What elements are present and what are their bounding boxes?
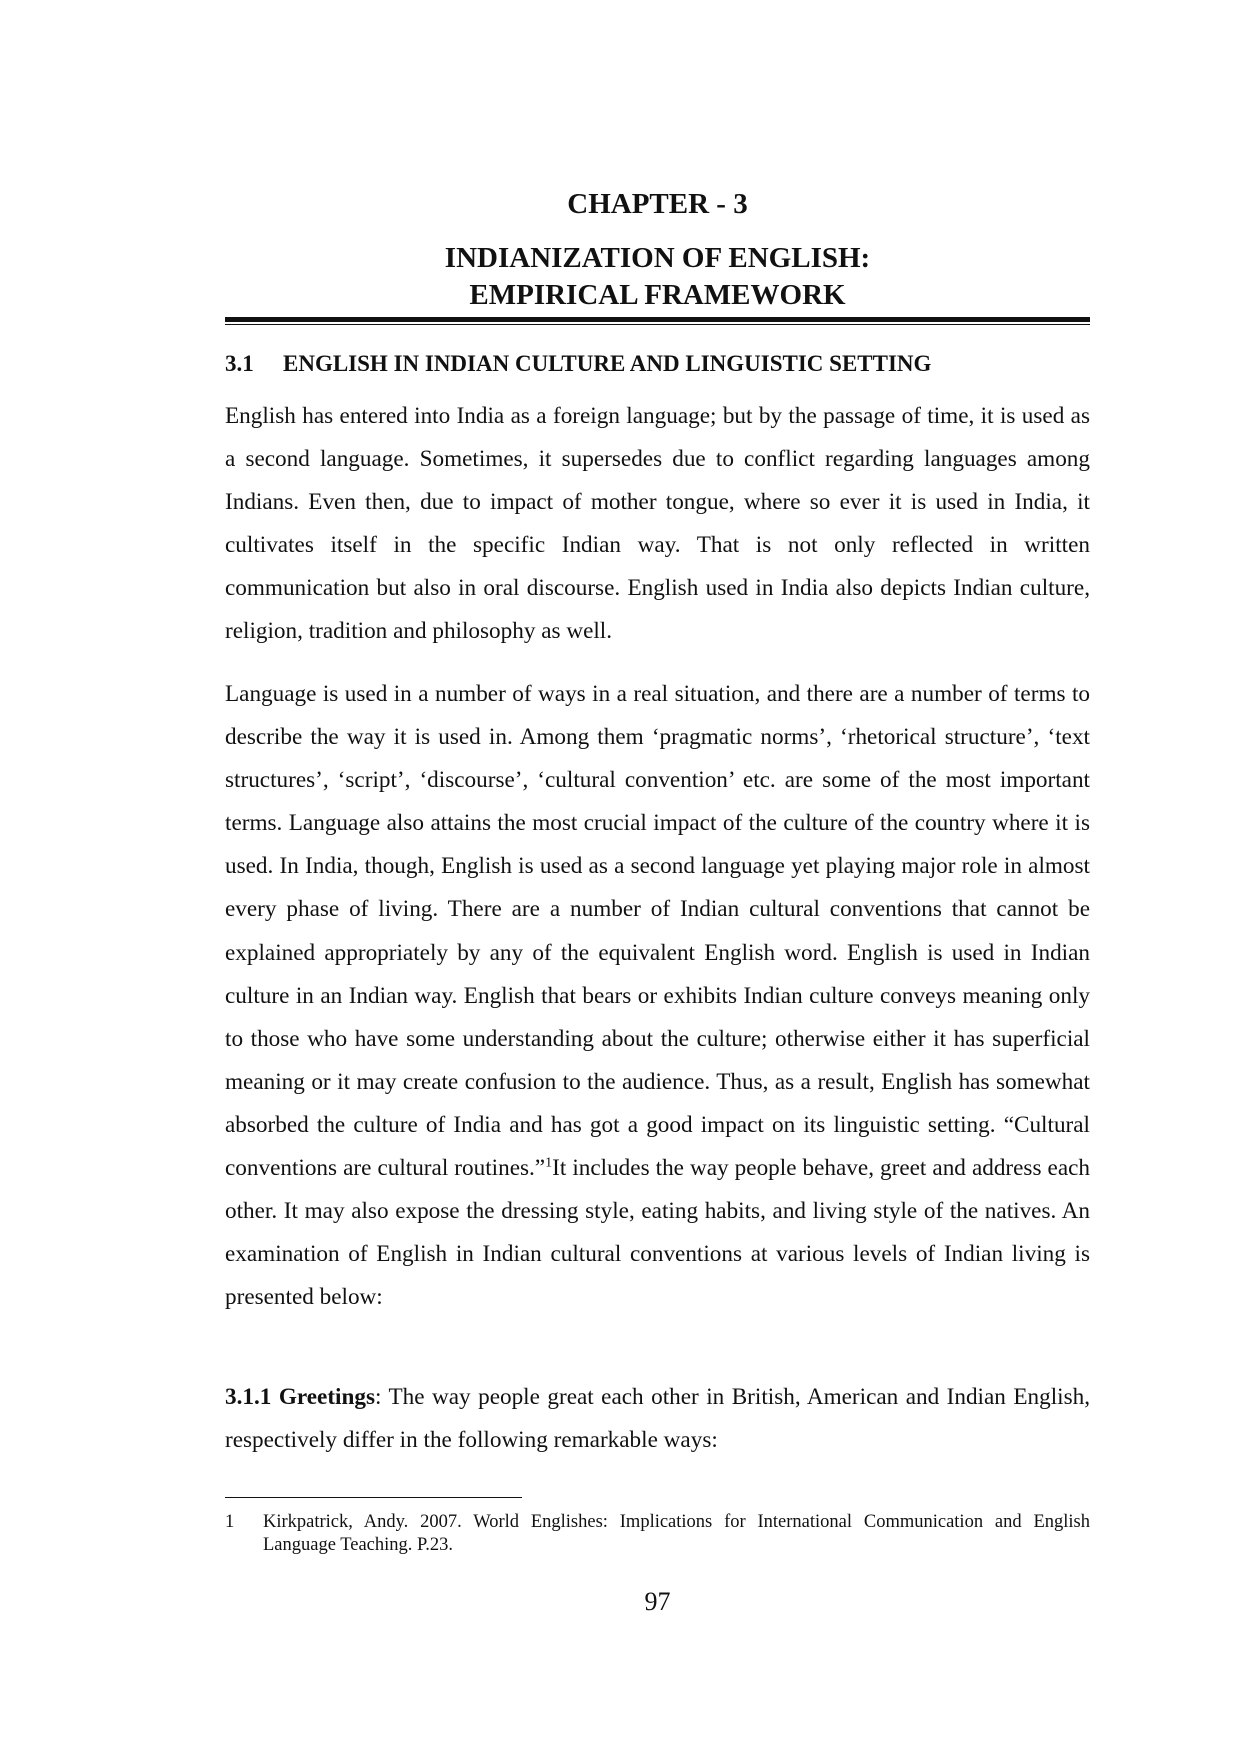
footnote-text: Kirkpatrick, Andy. 2007. World Englishes: Implications for International Communication and English Language Teaching. P.23.: [263, 1512, 1090, 1555]
title-divider-thin: [225, 324, 1090, 325]
footnote-number: 1: [225, 1512, 235, 1532]
page-number: 97: [644, 1587, 671, 1616]
chapter-title-line-1: INDIANIZATION OF ENGLISH:: [444, 242, 871, 274]
section-title: ENGLISH IN INDIAN CULTURE AND LINGUISTIC SETTING: [283, 351, 932, 376]
paragraph-3: [225, 1376, 1090, 1462]
footnote-divider: [225, 1497, 522, 1498]
paragraph-1: English has entered into India as a foreign language; but by the passage of time, it is used as a second language. Sometimes, it supersedes due to conflict regarding languages among Indians. Even then, due to impact of mother tongue, where so ever it is used in India, it cultivates itself in the specific Indian way. That is not only reflected in written communication but also in oral discourse. English used in India also depicts Indian culture, religion, tradition and philosophy as well.: [225, 403, 1090, 645]
paragraph-3-text: : The way people great each other in British, American and Indian English, respectively differ in the following remarkable ways:: [225, 1384, 1090, 1454]
title-divider-thick: [225, 317, 1090, 322]
paragraph-2-text-after: It includes the way people behave, greet and address each other. It may also expose the dressing style, eating habits, and living style of the natives. An examination of English in Indian cultural conventions at various levels of Indian living is presented below:: [225, 1155, 1090, 1311]
paragraph-2-text-before: Language is used in a number of ways in a real situation, and there are a number of terms to describe the way it is used in. Among them ‘pragmatic norms’, ‘rhetorical structure’, ‘text structures’, ‘script’, ‘discourse’, ‘cultural convention’ etc. are some of the most important terms. Language also attains the most crucial impact of the culture of the country where it is used. In India, though, English is used as a second language yet playing major role in almost every phase of living. There are a number of Indian cultural conventions that cannot be explained appropriately by any of the equivalent English word. English is used in Indian culture in an Indian way. English that bears or exhibits Indian culture conveys meaning only to those who have some understanding about the culture; otherwise either it has superficial meaning or it may create confusion to the audience. Thus, as a result, English has somewhat absorbed the culture of India and has got a good impact on its linguistic setting. “Cultural conventions are cultural routines.”: [225, 681, 1090, 1182]
footnote: [225, 1511, 1090, 1557]
section-number: 3.1: [225, 351, 254, 376]
chapter-title: [225, 240, 1090, 314]
footnote-reference: 1: [545, 1155, 553, 1171]
chapter-label: CHAPTER - 3: [567, 188, 748, 220]
paragraph-2: [225, 673, 1090, 1319]
chapter-title-line-2: EMPIRICAL FRAMEWORK: [469, 279, 846, 311]
section-heading: [225, 349, 1090, 379]
subsection-heading: 3.1.1 Greetings: [225, 1384, 376, 1410]
